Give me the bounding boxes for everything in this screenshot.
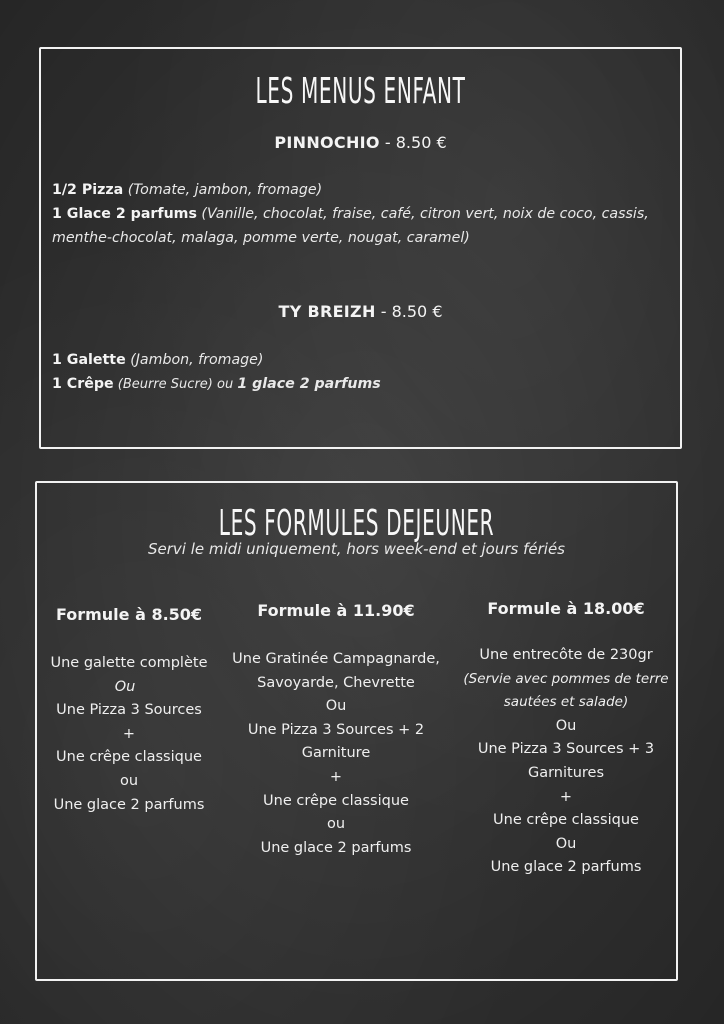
formula-item: + bbox=[559, 788, 573, 805]
kids-menu-section bbox=[39, 47, 682, 449]
formula-item: + bbox=[329, 768, 343, 785]
tybreizh-galette-label: 1 Galette bbox=[52, 352, 126, 368]
lunch-subtitle: Servi le midi uniquement, hors week-end et jours fériés bbox=[148, 540, 565, 558]
tybreizh-glace-option: 1 glace 2 parfums bbox=[237, 376, 381, 392]
formula-item: Une Pizza 3 Sources + 3 bbox=[477, 741, 655, 758]
formula-item: Une glace 2 parfums bbox=[260, 839, 412, 856]
formula-item: Une crêpe classique bbox=[493, 812, 639, 829]
formula-column bbox=[457, 599, 675, 880]
formula-item: Ou bbox=[555, 717, 577, 734]
tybreizh-crepe-label: 1 Crêpe bbox=[52, 376, 114, 392]
formula-item: Une crêpe classique bbox=[56, 749, 202, 766]
formula-item: ou bbox=[119, 772, 139, 789]
pinnochio-pizza-detail: (Tomate, jambon, fromage) bbox=[123, 182, 323, 198]
formula-title: Formule à 11.90€ bbox=[257, 601, 415, 620]
formula-item: Une Pizza 3 Sources bbox=[56, 702, 202, 719]
formula-item: sautées et salade) bbox=[503, 694, 629, 711]
pinnochio-glace-line bbox=[52, 202, 650, 226]
pinnochio-name: PINNOCHIO bbox=[274, 133, 380, 152]
formula-item: Ou bbox=[325, 698, 347, 715]
pinnochio-price: - 8.50 € bbox=[379, 133, 447, 152]
tybreizh-menu-title bbox=[41, 302, 680, 321]
pinnochio-glace-detail-2: menthe-chocolat, malaga, pomme verte, nougat, caramel) bbox=[52, 230, 470, 246]
formula-item: Garnitures bbox=[527, 764, 605, 781]
formula-item: Ou bbox=[114, 678, 136, 695]
tybreizh-name: TY BREIZH bbox=[278, 302, 376, 321]
formula-item: Une Pizza 3 Sources + 2 bbox=[247, 721, 425, 738]
pinnochio-glace-label: 1 Glace 2 parfums bbox=[52, 206, 197, 222]
formula-item: ou bbox=[326, 816, 346, 833]
tybreizh-galette-detail: (Jambon, fromage) bbox=[125, 352, 264, 368]
tybreizh-crepe-line bbox=[52, 372, 650, 397]
formula-item: Une glace 2 parfums bbox=[490, 859, 642, 876]
formula-title: Formule à 18.00€ bbox=[487, 599, 645, 618]
lunch-title: LES FORMULES DEJEUNER bbox=[218, 503, 495, 544]
tybreizh-crepe-detail: (Beurre Sucre) ou bbox=[113, 377, 238, 392]
formula-item: Une glace 2 parfums bbox=[53, 796, 205, 813]
lunch-formulas-section bbox=[35, 481, 678, 981]
pinnochio-pizza-line bbox=[52, 178, 650, 202]
pinnochio-glace-detail: (Vanille, chocolat, fraise, café, citron vert, noix de coco, cassis, bbox=[196, 206, 649, 222]
formula-item: + bbox=[122, 725, 136, 742]
tybreizh-price: - 8.50 € bbox=[375, 302, 443, 321]
formula-item: Ou bbox=[555, 835, 577, 852]
formula-item: Savoyarde, Chevrette bbox=[257, 674, 415, 691]
formula-item: Une Gratinée Campagnarde, bbox=[232, 651, 440, 667]
pinnochio-pizza-label: 1/2 Pizza bbox=[52, 182, 124, 198]
formula-column bbox=[41, 605, 217, 817]
formula-title: Formule à 8.50€ bbox=[55, 605, 203, 624]
formula-item: Une entrecôte de 230gr bbox=[479, 647, 653, 663]
formula-item: Une crêpe classique bbox=[263, 792, 409, 809]
formula-column bbox=[223, 601, 449, 860]
pinnochio-glace-line-2 bbox=[52, 226, 650, 250]
formula-item: (Servie avec pommes de terre bbox=[463, 670, 669, 687]
pinnochio-menu-title bbox=[41, 133, 680, 152]
kids-menu-title: LES MENUS ENFANT bbox=[255, 71, 466, 112]
tybreizh-galette-line bbox=[52, 348, 650, 372]
formula-item: Une galette complète bbox=[50, 655, 208, 671]
formula-item: Garniture bbox=[301, 745, 371, 762]
